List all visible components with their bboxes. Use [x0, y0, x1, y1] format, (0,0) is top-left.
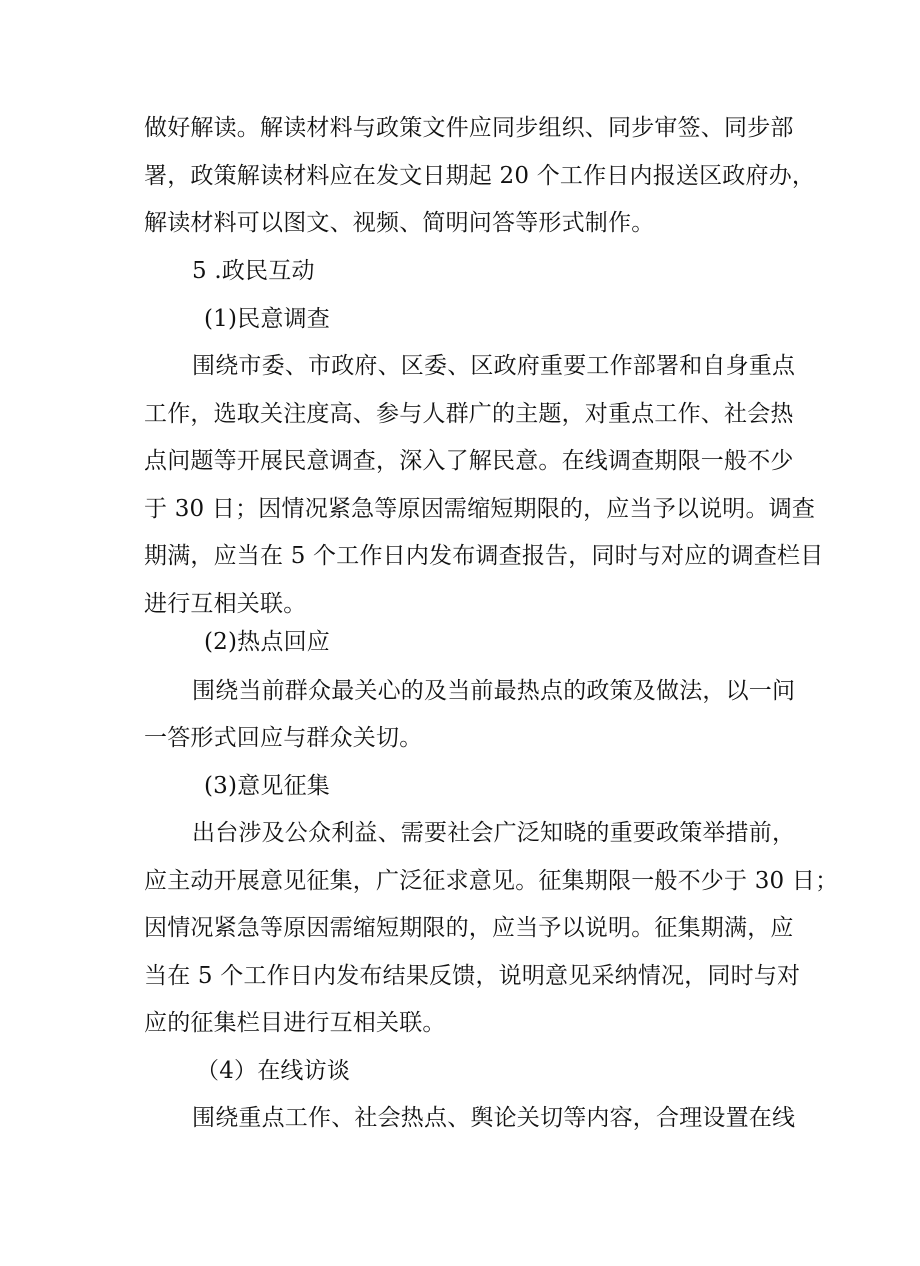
section-heading: 5 .政民互动: [192, 258, 315, 284]
body-text-line: 进行互相关联。: [144, 591, 307, 617]
body-text-line: 围绕市委、市政府、区委、区政府重要工作部署和自身重点: [192, 353, 796, 379]
body-text-line: 做好解读。解读材料与政策文件应同步组织、同步审签、同步部: [144, 115, 794, 141]
body-text-line: 署，政策解读材料应在发文日期起 20 个工作日内报送区政府办，: [144, 163, 816, 189]
body-text-line: 围绕当前群众最关心的及当前最热点的政策及做法，以一问: [192, 678, 796, 704]
body-text-line: 应主动开展意见征集，广泛征求意见。征集期限一般不少于 30 日；: [144, 868, 839, 894]
body-text-line: 于 30 日；因情况紧急等原因需缩短期限的，应当予以说明。调查: [144, 496, 816, 522]
body-text-line: 围绕重点工作、社会热点、舆论关切等内容，合理设置在线: [192, 1105, 796, 1131]
body-text-line: 出台涉及公众利益、需要社会广泛知晓的重要政策举措前，: [192, 820, 796, 846]
subsection-heading: （4）在线访谈: [196, 1058, 351, 1084]
body-text-line: 一答形式回应与群众关切。: [144, 725, 423, 751]
body-text-line: 当在 5 个工作日内发布结果反馈，说明意见采纳情况，同时与对: [144, 963, 801, 989]
body-text-line: 点问题等开展民意调查，深入了解民意。在线调查期限一般不少: [144, 448, 794, 474]
body-text-line: 应的征集栏目进行互相关联。: [144, 1010, 446, 1036]
body-text-line: 期满，应当在 5 个工作日内发布调查报告，同时与对应的调查栏目: [144, 543, 824, 569]
body-text-line: 解读材料可以图文、视频、简明问答等形式制作。: [144, 210, 655, 236]
subsection-heading: (2)热点回应: [204, 629, 330, 655]
body-text-line: 因情况紧急等原因需缩短期限的，应当予以说明。征集期满，应: [144, 915, 794, 941]
subsection-heading: (1)民意调查: [204, 306, 330, 332]
subsection-heading: (3)意见征集: [204, 773, 330, 799]
body-text-line: 工作，选取关注度高、参与人群广的主题，对重点工作、社会热: [144, 401, 794, 427]
